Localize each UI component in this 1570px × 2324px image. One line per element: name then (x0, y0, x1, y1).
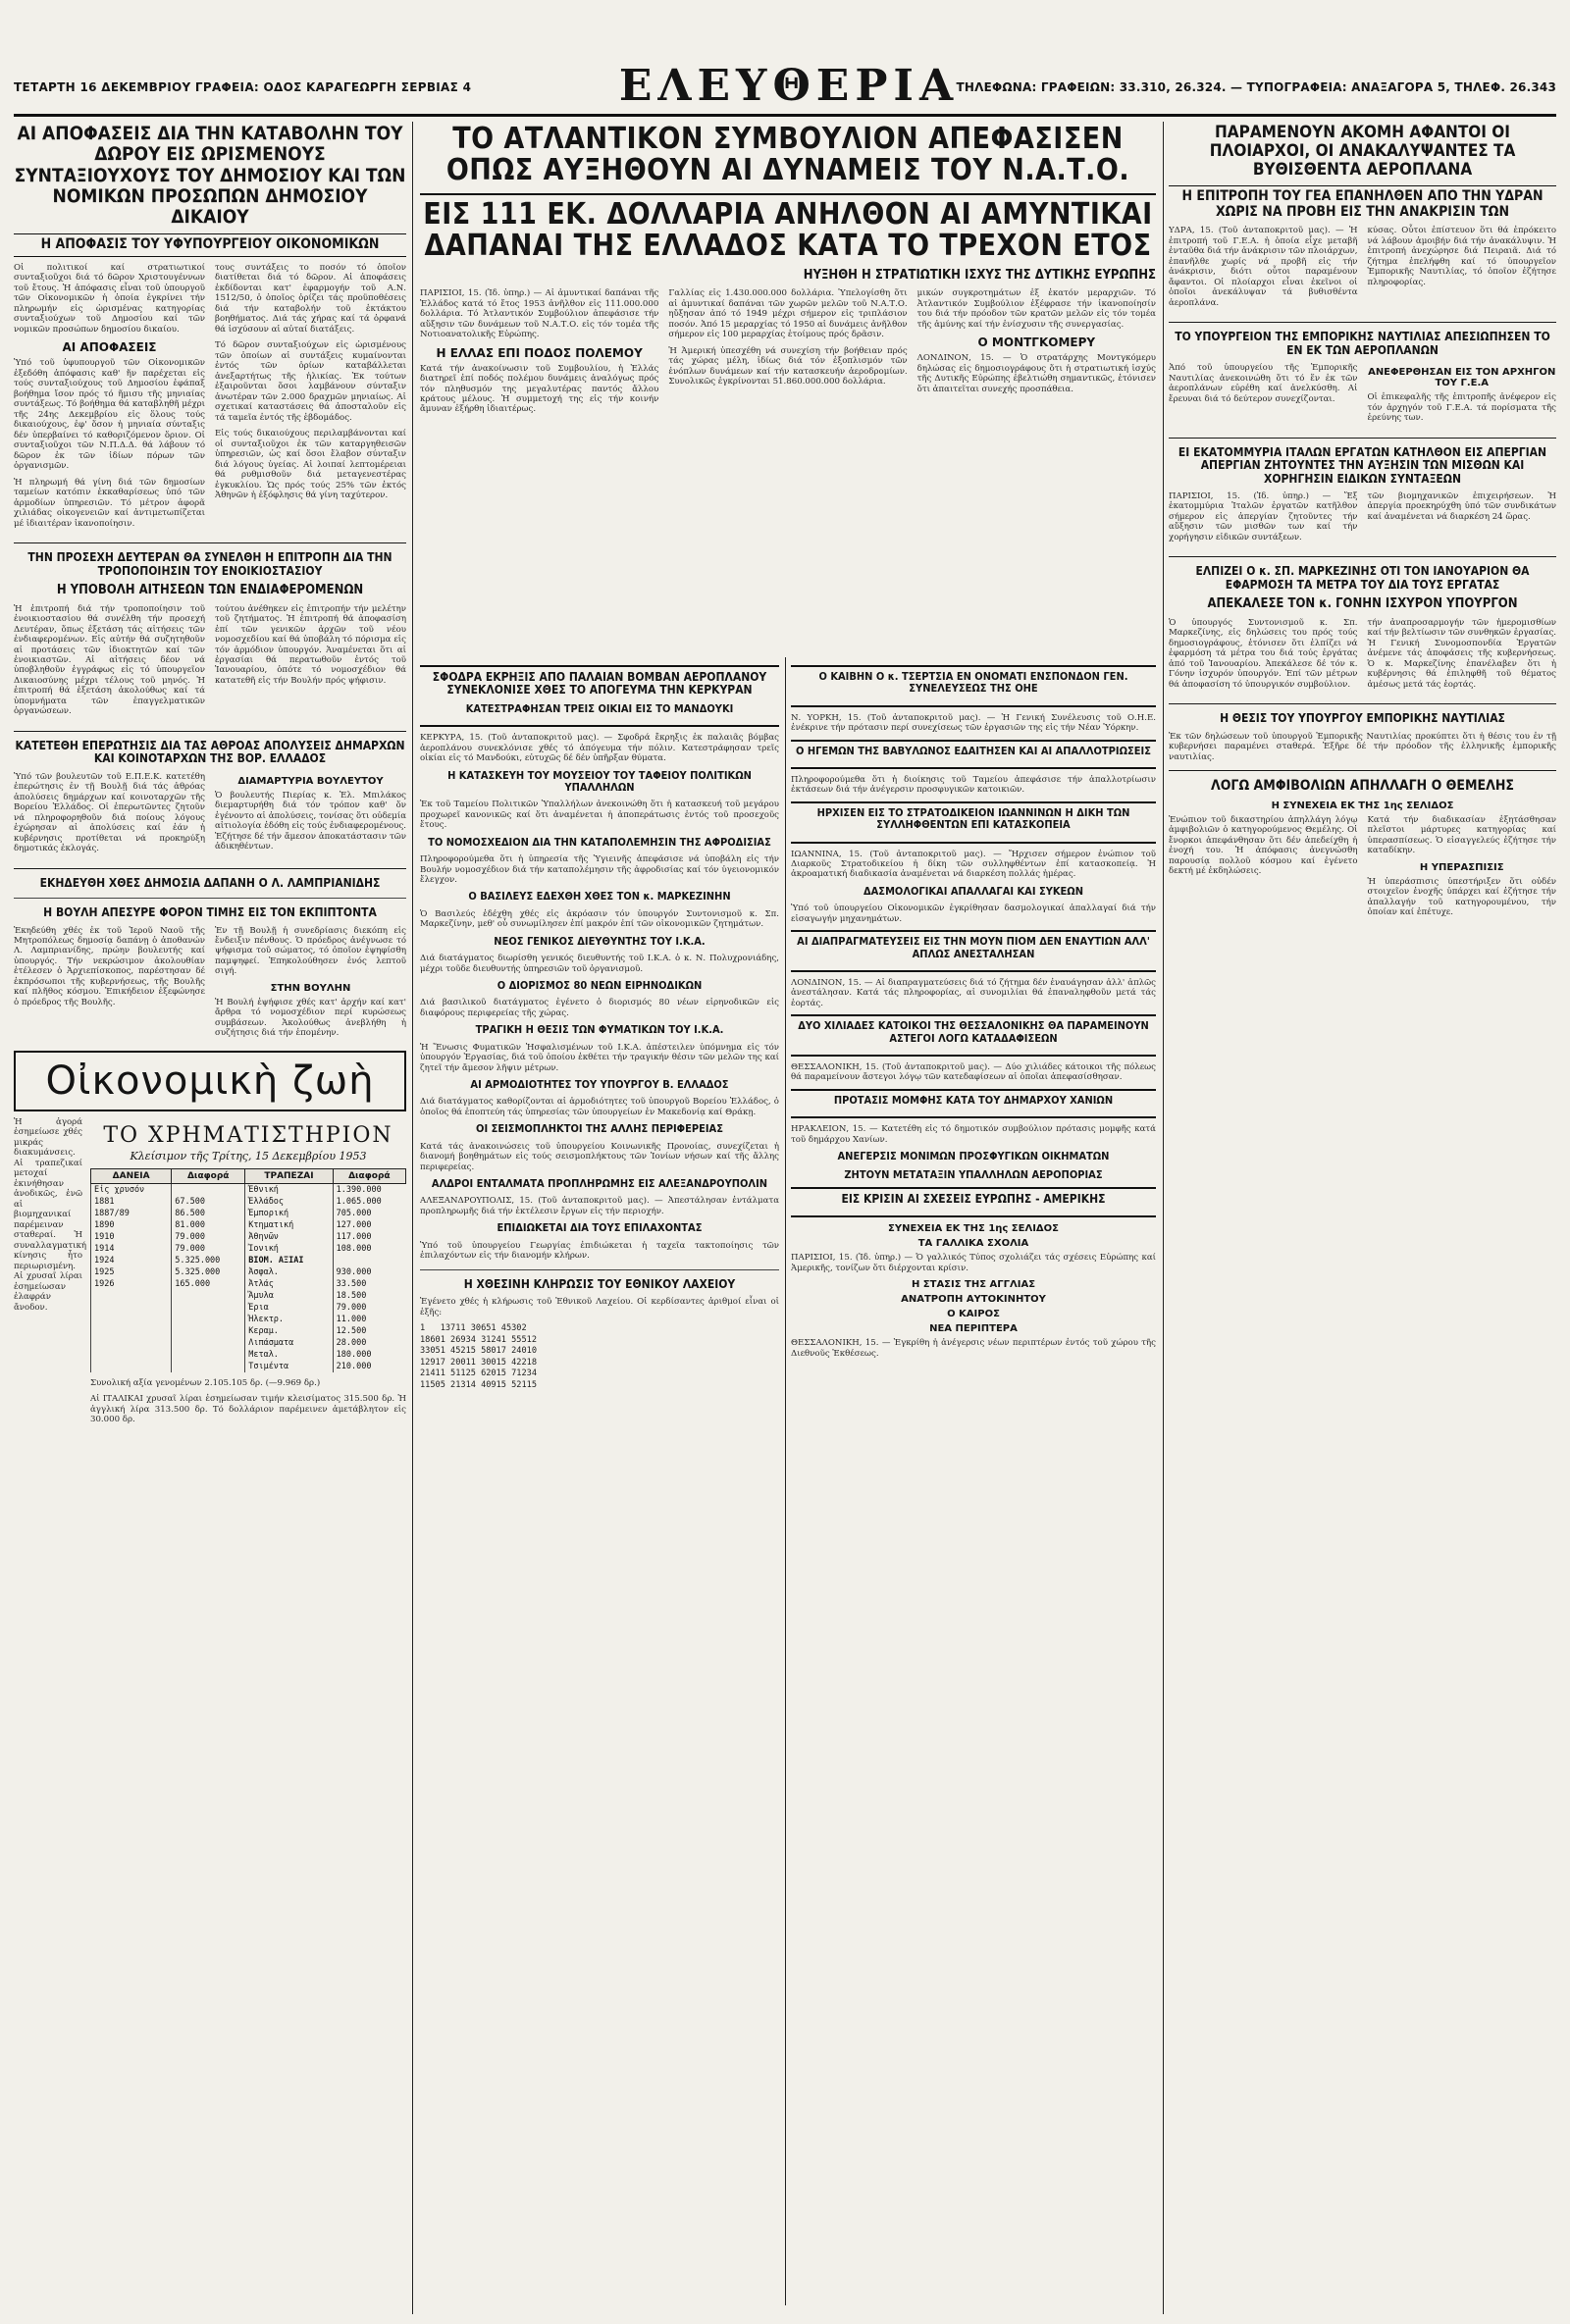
kicker: ΤΑ ΓΑΛΛΙΚΑ ΣΧΟΛΙΑ (917, 1238, 1029, 1250)
tragic-headline: ΤΡΑΓΙΚΗ Η ΘΕΣΙΣ ΤΩΝ ΦΥΜΑΤΙΚΩΝ ΤΟΥ Ι.Κ.Α. (475, 1023, 724, 1037)
article-text: τους συντάξεις το ποσόν τό ὁποῖον διατίθεται διά τό δῶρον. Αἱ ἀποφάσεις ἐκδίδονται κατ' ἐφαρμογήν τοῦ Α.Ν. 1512/50, ὁ ὁποῖος ὁρίζει τάς προϋποθέσεις διά τήν καταβολήν τοῦ ἐκτάκτου βοηθήματος. Διά τάς χήρας καί τά ὀρφανά θά ἰσχύσουν αἱ αὐταί διατάξεις. (215, 263, 406, 335)
article-text: Ὑπό τοῦ ὑπουργείου Οἰκονομικῶν ἐγκρίθησαν δασμολογικαί ἀπαλλαγαί διά τήν εἰσαγωγήν μηχανημάτων. (791, 904, 1156, 924)
article-text: Ν. ΥΟΡΚΗ, 15. (Τοῦ ἀνταποκριτοῦ μας). — Ἡ Γενική Συνέλευσις τοῦ Ο.Η.Ε. ἐνέκρινε τήν πρότασιν περί συνεχίσεως τῶν ἐργασιῶν της εἰς τήν Νέαν Ὑόρκην. (791, 712, 1156, 734)
table-row: 1890 81.000 Κτηματική 127.000 (91, 1219, 406, 1231)
kicker: ΝΕΑ ΠΕΡΙΠΤΕΡΑ (929, 1323, 1018, 1335)
article-text: Ἡ πληρωμή θά γίνη διά τῶν δημοσίων ταμείων κατόπιν ἐκκαθαρίσεως ὑπό τῶν ἁρμοδίων ὑπηρεσιῶν. Τό μέτρον ἀφορᾶ χιλιάδας οἰκογενειῶν καί ἀντιμετωπίζεται μέ ἰδιαιτέραν ἱκανοποίησιν. (14, 477, 205, 529)
irin-headline: Ο ΔΙΟΡΙΣΜΟΣ 80 ΝΕΩΝ ΕΙΡΗΝΟΔΙΚΩΝ (497, 979, 703, 993)
article-text: Ὁ ὑπουργός Συντονισμοῦ κ. Σπ. Μαρκεζίνης, εἰς δηλώσεις του πρός τούς δημοσιογράφους, ἐτόνισεν ὅτι ἐλπίζει νά ἐφαρμόση τά μέτρα του διά τούς ἐργάτας ἀπό τοῦ Ἰανουαρίου. Ἀπεκάλεσε δέ τόν κ. Γόνην ἰσχυρόν ὑπουργόν. Ἐπί τῶν μέτρων θά ἀποφασίση τό ὑπουργικόν συμβούλιον. (1169, 617, 1358, 690)
kicker: ΑΝΕΦΕΡΘΗΣΑΝ ΕΙΣ ΤΟΝ ΑΡΧΗΓΟΝ ΤΟΥ Γ.Ε.Α (1368, 367, 1556, 389)
kicker: ΣΥΝΕΧΕΙΑ ΕΚ ΤΗΣ 1ης ΣΕΛΙΔΟΣ (888, 1223, 1059, 1235)
table-header: Διαφορά (333, 1168, 405, 1183)
article-text: ΙΩΑΝΝΙΝΑ, 15. (Τοῦ ἀνταποκριτοῦ μας). — Ἤρχισεν σήμερον ἐνώπιον τοῦ Διαρκοῦς Στρατοδικείου ἡ δίκη τῶν συλληφθέντων ἐπί κατασκοπείᾳ. Ἡ ἀκροαματική διαδικασία ἀναμένεται νά διαρκέση πολλάς ἡμέρας. (791, 849, 1156, 880)
market-footer: Συνολική αξία γενομένων 2.105.105 δρ. (—9.969 δρ.) (90, 1377, 321, 1388)
kicker: ΣΤΗΝ ΒΟΥΛΗΝ (270, 982, 351, 994)
center-top (420, 124, 1156, 659)
bomb-subhead: ΚΑΤΕΣΤΡΑΦΗΣΑΝ ΤΡΕΙΣ ΟΙΚΙΑΙ ΕΙΣ ΤΟ ΜΑΝΔΟΥΚΙ (465, 701, 734, 715)
center-left-column (420, 659, 779, 2311)
right-headline-4: ΕΛΠΙΖΕΙ Ο κ. ΣΠ. ΜΑΡΚΕΖΙΝΗΣ ΟΤΙ ΤΟΝ ΙΑΝΟΥΑΡΙΟΝ ΘΑ ΕΦΑΡΜΟΣΗ ΤΑ ΜΕΤΡΑ ΤΟΥ ΔΙΑ ΤΟΥΣ ΕΡΓΑΤΑΣ (1195, 564, 1530, 592)
left-column (14, 124, 406, 2311)
article-text: Ἐκ τοῦ Ταμείου Πολιτικῶν Ὑπαλλήλων ἀνεκοινώθη ὅτι ἡ κατασκευή τοῦ μεγάρου προχωρεῖ κανονικῶς καί ὅτι ἀναμένεται ἡ ἀποπεράτωσις ἐντός τοῦ προσεχοῦς ἔτους. (420, 800, 779, 831)
kicker: ΑΝΑΤΡΟΠΗ ΑΥΤΟΚΙΝΗΤΟΥ (901, 1294, 1046, 1306)
column-rule (1163, 122, 1164, 2314)
article-text: Οἱ πολιτικοί καί στρατιωτικοί συνταξιοῦχοι διά τό δῶρον Χριστουγέννων τοῦ ἔτους. Ἡ ἀπόφασις εἶναι τοῦ ὑπουργοῦ τῶν Οἰκονομικῶν ἡ ὁποία ἐγκρίνει τήν πληρωμήν εἰς ὡρισμένας κατηγορίας συνταξιούχων τοῦ Δημοσίου καί τῶν νομικῶν προσώπων δημοσίου δικαίου. (14, 263, 205, 335)
left-headline-3: ΚΑΤΕΤΕΘΗ ΕΠΕΡΩΤΗΣΙΣ ΔΙΑ ΤΑΣ ΑΘΡΟΑΣ ΑΠΟΛΥΣΕΙΣ ΔΗΜΑΡΧΩΝ ΚΑΙ ΚΟΙΝΟΤΑΡΧΩΝ ΤΗΣ ΒΟΡ. ΕΛΛΑΔΟΣ (15, 738, 405, 766)
article-text: Ἐν τῇ Βουλῇ ἡ συνεδρίασις διεκόπη εἰς ἔνδειξιν πένθους. Ὁ πρόεδρος ἀνέγνωσε τό ψήφισμα τοῦ σώματος, τό ὁποῖον ἐψηφίσθη παμψηφεί. Ἐπηκολούθησεν ἐνός λεπτοῦ σιγή. (215, 925, 406, 977)
left-headline-4: ΕΚΗΔΕΥΘΗ ΧΘΕΣ ΔΗΜΟΣΙΑ ΔΑΠΑΝΗ Ο Λ. ΛΑΜΠΡΙΑΝΙΔΗΣ (39, 875, 381, 890)
article-text: Ἡ Βουλή ἐψήφισε χθές κατ' ἀρχήν καί κατ' ἄρθρα τό νομοσχέδιον περί κυρώσεως συμβάσεων. Ἀκολούθως ἀνεβλήθη ἡ συζήτησις διά τήν ἑπομένην. (215, 997, 406, 1039)
article-text: Ἐκηδεύθη χθές ἐκ τοῦ Ἱεροῦ Ναοῦ τῆς Μητροπόλεως δημοσίᾳ δαπάνῃ ὁ ἀποθανών Λ. Λαμπριανίδης, πρώην βουλευτής καί ὑπουργός. Τήν νεκρώσιμον ἀκολουθίαν ἐτέλεσεν ὁ Ἀρχιεπίσκοπος, παρέστησαν δέ ἐκπρόσωποι τῆς κυβερνήσεως, τῆς Βουλῆς καί πλῆθος κόσμου. Ἐπικήδειον ἐξεφώνησε ὁ πρόεδρος τῆς Βουλῆς. (14, 925, 205, 1007)
right-column (1169, 124, 1556, 2311)
article-text: ΚΕΡΚΥΡΑ, 15. (Τοῦ ἀνταποκριτοῦ μας). — Σφοδρά ἔκρηξις ἐκ παλαιᾶς βόμβας ἀεροπλάνου συνεκλόνισε χθές τό ἀπόγευμα τήν πόλιν. Κατεστράφησαν τρεῖς οἰκίαι εἰς τό Μανδούκι, εὐτυχῶς δέ δέν ὑπῆρξαν θύματα. (420, 733, 779, 764)
article-text: Ἡ Ἀμερική ὑπεσχέθη νά συνεχίση τήν βοήθειαν πρός τάς χώρας μέλη, ἰδίως διά τόν ἐξοπλισμόν τῶν ἐνόπλων δυνάμεων καί τήν κατασκευήν ἀεροδρομίων. Συνολικῶς ἐγκρίνονται 51.860.000.000 δολλάρια. (668, 345, 908, 387)
babylon-headline: Ο ΗΓΕΜΩΝ ΤΗΣ ΒΑΒΥΛΩΝΟΣ ΕΔΑΙΤΗΣΕΝ ΚΑΙ ΑΙ ΑΠΑΛΛΟΤΡΙΩΣΕΙΣ (796, 744, 1151, 757)
article-text: ΠΑΡΙΣΙΟΙ, 15. (Ἰδ. ὑπηρ.) — Ὁ γαλλικός Τύπος σχολιάζει τάς σχέσεις Εὐρώπης καί Ἀμερικῆς, τονίζων ὅτι διέρχονται κρίσιν. (791, 1253, 1156, 1273)
article-text: Διά διατάγματος καθορίζονται αἱ ἁρμοδιότητες τοῦ ὑπουργοῦ Βορείου Ἑλλάδος, ὁ ὁποῖος θά ἐποπτεύη τάς ὑπηρεσίας τῶν ὑπουργείων ἐν Μακεδονίᾳ καί Θράκῃ. (420, 1097, 779, 1117)
article-text: Ὑπό τῶν βουλευτῶν τοῦ Ε.Π.Ε.Κ. κατετέθη ἐπερώτησις ἐν τῇ Βουλῇ διά τάς ἀθρόας ἀπολύσεις δημάρχων καί κοινοταρχῶν τῆς Βορείου Ἑλλάδος. Οἱ ἐπερωτῶντες ζητοῦν νά πληροφορηθοῦν διά ποίους λόγους ἐχώρησαν αἱ ἀπολύσεις καί ἐάν ἡ κυβέρνησις προτίθεται νά προκηρύξη δημοτικάς ἐκλογάς. (14, 771, 205, 854)
bomb-headline: ΣΦΟΔΡΑ ΕΚΡΗΞΙΣ ΑΠΟ ΠΑΛΑΙΑΝ ΒΟΜΒΑΝ ΑΕΡΟΠΛΑΝΟΥ ΣΥΝΕΚΛΟΝΙΣΕ ΧΘΕΣ ΤΟ ΑΠΟΓΕΥΜΑ ΤΗΝ ΚΕΡΚΥΡΑΝ (432, 670, 767, 697)
column-rule (412, 122, 413, 2314)
right-headline-3: ΕΙ ΕΚΑΤΟΜΜΥΡΙΑ ΙΤΑΛΩΝ ΕΡΓΑΤΩΝ ΚΑΤΗΛΘΟΝ ΕΙΣ ΑΠΕΡΓΙΑΝ ΑΠΕΡΓΙΑΝ ΖΗΤΟΥΝΤΕΣ ΤΗΝ ΑΥΞΗΣΙΝ ΤΩΝ ΜΙΣΘΩΝ ΚΑΙ ΧΟΡΗΓΗΣΙΝ ΕΙΔΙΚΩΝ ΣΥΝΤΑΞΕΩΝ (1178, 444, 1547, 486)
center-headline-2: ΕΙΣ 111 ΕΚ. ΔΟΛΛΑΡΙΑ ΑΝΗΛΘΟΝ ΑΙ ΑΜΥΝΤΙΚΑΙ ΔΑΠΑΝΑΙ ΤΗΣ ΕΛΛΑΔΟΣ ΚΑΤΑ ΤΟ ΤΡΕΧΟΝ ΕΤΟΣ (423, 196, 1153, 264)
table-row: 1914 79.000 Ἰονική 108.000 (91, 1243, 406, 1255)
article-text: Κατά τήν διαδικασίαν ἐξητάσθησαν πλεῖστοι μάρτυρες κατηγορίας καί ὑπερασπίσεως. Ὁ εἰσαγγελεύς ἐζήτησε τήν καταδίκην. (1367, 814, 1556, 856)
article-text: Ὁ βουλευτής Πιερίας κ. Ἐλ. Μπιλάκος διεμαρτυρήθη διά τόν τρόπον καθ' ὅν ἐγένοντο αἱ ἀπολύσεις, τονίσας ὅτι οὐδεμία αἰτιολογία ἐδόθη εἰς τούς ἐνδιαφερομένους. Ἐζήτησε δέ τήν ἄμεσον ἀποκατάστασιν τῶν ἀδικηθέντων. (215, 790, 406, 852)
kicker: Η ΕΛΛΑΣ ΕΠΙ ΠΟΔΟΣ ΠΟΛΕΜΟΥ (436, 345, 643, 360)
center-subline: ΗΥΞΗΘΗ Η ΣΤΡΑΤΙΩΤΙΚΗ ΙΣΧΥΣ ΤΗΣ ΔΥΤΙΚΗΣ ΕΥΡΩΠΗΣ (803, 267, 1156, 283)
masthead-rule (14, 114, 1556, 117)
economy-title: Οἰκονομικὴ ζωὴ (14, 1051, 406, 1111)
article-text: τήν ἀναπροσαρμογήν τῶν ἡμερομισθίων καί τήν βελτίωσιν τῶν συνθηκῶν ἐργασίας. Ἡ Γενική Συνομοσπονδία Ἐργατῶν ἀνέμενε τάς ἀποφάσεις τῆς κυβερνήσεως. Ὁ κ. Μαρκεζίνης ἐπανέλαβεν ὅτι ἡ κυβέρνησις θά ἐπιληφθῆ τοῦ θέματος ἀμέσως μετά τάς ἑορτάς. (1367, 617, 1556, 690)
table-row: Μεταλ. 180.000 (91, 1349, 406, 1361)
crisis-headline: ΕΙΣ ΚΡΙΣΙΝ ΑΙ ΣΧΕΣΕΙΣ ΕΥΡΩΠΗΣ - ΑΜΕΡΙΚΗΣ (841, 1191, 1106, 1206)
kicker: ΔΙΑΜΑΡΤΥΡΙΑ ΒΟΥΛΕΥΤΟΥ (237, 775, 384, 787)
article-text: Ἡ ἐπιτροπή διά τήν τροποποίησιν τοῦ ἐνοικιοστασίου θά συνέλθη τήν προσεχή Δευτέραν, ὅπως ἐξετάση τάς αἰτήσεις τῶν ἐνδιαφερομένων. Εἰς αὐτήν θά συζητηθοῦν αἱ προτάσεις τῶν ἰδιοκτητῶν καί τῶν ἐνοικιαστῶν. Αἱ αἰτήσεις δέον νά ὑποβληθοῦν ἐγγράφως εἰς τό ὑπουργεῖον Δικαιοσύνης μέχρι τέλους τοῦ μηνός. Ἡ ἐπιτροπή θά ἐξετάση ἀκολούθως καί τά ὑπομνήματα τῶν ἐπαγγελματικῶν ὀργανώσεων. (14, 603, 205, 717)
right-headline-5: Η ΘΕΣΙΣ ΤΟΥ ΥΠΟΥΡΓΟΥ ΕΜΠΟΡΙΚΗΣ ΝΑΥΤΙΛΙΑΣ (1220, 711, 1505, 726)
article-text: Ἐνώπιον τοῦ δικαστηρίου ἀπηλλάγη λόγῳ ἀμφιβολιῶν ὁ κατηγορούμενος Θεμέλης. Οἱ ἔνορκοι ἀπεφάνθησαν ὅτι δέν ἀπεδείχθη ἡ ἐνοχή του. Ἡ ἀπόφασις ἀνεγνώσθη παρουσίᾳ πολλοῦ κόσμου καί ἐγένετο δεκτή μέ ἐκδηλώσεις. (1169, 814, 1358, 877)
mayor-headline: ΠΡΟΤΑΣΙΣ ΜΟΜΦΗΣ ΚΑΤΑ ΤΟΥ ΔΗΜΑΡΧΟΥ ΧΑΝΙΩΝ (833, 1093, 1114, 1107)
table-row: 1926 165.000 Ἀτλάς 33.500 (91, 1278, 406, 1290)
market-subtitle: Κλείσιμον τῆς Τρίτης, 15 Δεκεμβρίου 1953 (130, 1149, 367, 1162)
table-row: 1910 79.000 Ἀθηνῶν 117.000 (91, 1231, 406, 1243)
kicker: Ο ΚΑΙΡΟΣ (947, 1309, 1000, 1320)
article-text: Διά διατάγματος διωρίσθη γενικός διευθυντής τοῦ Ι.Κ.Α. ὁ κ. Ν. Πολυχρονιάδης, μέχρι τοῦδε διευθυντής ὑπηρεσιῶν τοῦ ὀργανισμοῦ. (420, 954, 779, 974)
masthead-right: ΤΗΛΕΦΩΝΑ: ΓΡΑΦΕΙΩΝ: 33.310, 26.324. — ΤΥΠΟΓΡΑΦΕΙΑ: ΑΝΑΞΑΓΟΡΑ 5, ΤΗΛΕΦ. 26.343 (956, 80, 1556, 94)
table-row: Λιπάσματα 28.000 (91, 1337, 406, 1349)
right-subhead-4: ΑΠΕΚΑΛΕΣΕ ΤΟΝ κ. ΓΟΝΗΝ ΙΣΧΥΡΟΝ ΥΠΟΥΡΓΟΝ (1207, 596, 1518, 612)
article-text: Κατά τάς ἀνακοινώσεις τοῦ ὑπουργείου Κοινωνικῆς Προνοίας, συνεχίζεται ἡ διανομή βοηθημάτων εἰς τούς σεισμοπλήκτους τῶν Ἰονίων νήσων καί τῆς ἄλλης περιφερείας. (420, 1141, 779, 1172)
left-subhead: Η ΑΠΟΦΑΣΙΣ ΤΟΥ ΥΦΥΠΟΥΡΓΕΙΟΥ ΟΙΚΟΝΟΜΙΚΩΝ (14, 233, 406, 257)
article-text: Ὑπό τοῦ ὑφυπουργοῦ τῶν Οἰκονομικῶν ἐξεδόθη ἀπόφασις καθ' ἥν παρέχεται εἰς τούς συνταξιούχους τοῦ Δημοσίου ἐφάπαξ βοήθημα ἴσον πρός τό ἥμισυ τῆς μηνιαίας συντάξεως. Τό βοήθημα θά καταβληθῆ μέχρι τῆς 24ης Δεκεμβρίου εἰς ὅλους τούς δικαιούχους, ἐφ' ὅσον ἡ μηνιαία σύνταξις δέν ὑπερβαίνει τό καθοριζόμενον ὅριον. Οἱ συνταξιοῦχοι τῶν Ν.Π.Δ.Δ. θά λάβουν τό δῶρον ἐκ τῶν ἰδίων πόρων τῶν ὀργανισμῶν. (14, 358, 205, 472)
market-table (90, 1168, 406, 1372)
article-text: τῶν βιομηχανικῶν ἐπιχειρήσεων. Ἡ ἀπεργία προεκηρύχθη ὑπό τῶν συνδικάτων καί ἀναμένεται νά διαρκέση 24 ὥρας. (1367, 491, 1556, 522)
market-title: ΤΟ ΧΡΗΜΑΤΙΣΤΗΡΙΟΝ (103, 1122, 393, 1148)
table-header: ΔΑΝΕΙΑ (91, 1168, 172, 1183)
table-row: 1881 67.500 Ἑλλάδος 1.065.000 (91, 1196, 406, 1208)
article-text: Ἐκ τῶν δηλώσεων τοῦ ὑπουργοῦ Ἐμπορικῆς Ναυτιλίας προκύπτει ὅτι ἡ θέσις του ἐν τῇ κυβερνήσει παραμένει σταθερά. Ἐξῆρε δέ τήν πρόοδον τῆς ἑλληνικῆς ἐμπορικῆς ναυτιλίας. (1169, 731, 1556, 762)
right-headline: ΠΑΡΑΜΕΝΟΥΝ ΑΚΟΜΗ ΑΦΑΝΤΟΙ ΟΙ ΠΛΟΙΑΡΧΟΙ, ΟΙ ΑΝΑΚΑΛΥΨΑΝΤΕΣ ΤΑ ΒΥΘΙΣΘΕΝΤΑ ΑΕΡΟΠΛΑΝΑ (1209, 124, 1516, 181)
table-row: Εἰς χρυσόν Ἐθνική 1.390.000 (91, 1183, 406, 1196)
article-text: Κατά τήν ἀνακοίνωσιν τοῦ Συμβουλίου, ἡ Ἑλλάς διατηρεῖ ἐπί ποδός πολέμου δυνάμεις ἀναλόγως πρός τόν πληθυσμόν της μεγαλυτέρας παντός ἄλλου κράτους μέλους. Ἡ συμμετοχή της εἰς τήν κοινήν ἄμυναν ἐξήρθη ἰδιαιτέρως. (420, 363, 659, 415)
column-rule (785, 657, 786, 2305)
article-text: Οἱ ἐπικεφαλῆς τῆς ἐπιτροπῆς ἀνέφερον εἰς τόν ἀρχηγόν τοῦ Γ.Ε.Α. τά πορίσματα τῆς ἐρεύνης των. (1367, 392, 1556, 424)
article-text: ΛΟΝΔΙΝΟΝ, 15. — Αἱ διαπραγματεύσεις διά τό ζήτημα δέν ἐναυάγησαν ἀλλ' ἁπλῶς ἀνεστάλησαν. Κατά τάς πληροφορίας, αἱ συνομιλίαι θά ἐπαναληφθοῦν μετά τάς ἑορτάς. (791, 977, 1156, 1008)
left-subhead-2: Η ΥΠΟΒΟΛΗ ΑΙΤΗΣΕΩΝ ΤΩΝ ΕΝΔΙΑΦΕΡΟΜΕΝΩΝ (56, 583, 364, 598)
table-row: 1887/89 86.500 Ἐμπορική 705.000 (91, 1208, 406, 1219)
masthead-left: ΤΕΤΑΡΤΗ 16 ΔΕΚΕΜΒΡΙΟΥ ΓΡΑΦΕΙΑ: ΟΔΟΣ ΚΑΡΑΓΕΩΡΓΗ ΣΕΡΒΙΑΣ 4 (14, 80, 472, 94)
article-text: Εἰς τούς δικαιούχους περιλαμβάνονται καί οἱ συνταξιοῦχοι ἐκ τῶν καταργηθεισῶν ὑπηρεσιῶν, ὡς καί ὅσοι ἔλαβον σύνταξιν διά λόγους ὑγείας. Αἱ λοιπαί λεπτομέρειαι θά ρυθμισθοῦν διά μεταγενεστέρας ἐγκυκλίου. Ὡς πρός τούς 25% τῶν ἐκτός Ἀθηνῶν ἡ ἐξόφλησις θά γίνη ταχύτερον. (215, 429, 406, 501)
left-headline-2: ΤΗΝ ΠΡΟΣΕΧΗ ΔΕΥΤΕΡΑΝ ΘΑ ΣΥΝΕΛΘΗ Η ΕΠΙΤΡΟΠΗ ΔΙΑ ΤΗΝ ΤΡΟΠΟΠΟΙΗΣΙΝ ΤΟΥ ΕΝΟΙΚΙΟΣΤΑΣΙΟΥ (27, 550, 392, 578)
aldro-headline: ΑΛΔΡΟΙ ΕΝΤΑΛΜΑΤΑ ΠΡΟΠΛΗΡΩΜΗΣ ΕΙΣ ΑΛΕΞΑΝΔΡΟΥΠΟΛΙΝ (431, 1177, 768, 1191)
table-row: Ἠλεκτρ. 11.000 (91, 1314, 406, 1325)
london-headline: ΑΙ ΔΙΑΠΡΑΓΜΑΤΕΥΣΕΙΣ ΕΙΣ ΤΗΝ ΜΟΥΝ ΠΙΟΜ ΔΕΝ ΕΝΑΥΤΙΩΝ ΑΛΛ' ΑΠΛΩΣ ΑΝΕΣΤΑΛΗΣΑΝ (797, 935, 1150, 960)
article-text: Ὑπό τοῦ ὑπουργείου Γεωργίας ἐπιδιώκεται ἡ ταχεῖα τακτοποίησις τῶν ἐπιλαχόντων εἰς τήν διανομήν κλήρων. (420, 1240, 779, 1262)
article-text: ΠΑΡΙΣΙΟΙ, 15. (Ἰδ. ὑπηρ.) — Ἕξ ἑκατομμύρια Ἰταλῶν ἐργατῶν κατῆλθον σήμερον εἰς ἀπεργίαν ζητοῦντες τήν αὔξησιν τῶν μισθῶν των καί τήν χορήγησιν εἰδικῶν συντάξεων. (1169, 491, 1358, 542)
left-headline-5: Η ΒΟΥΛΗ ΑΠΕΣΥΡΕ ΦΟΡΟΝ ΤΙΜΗΣ ΕΙΣ ΤΟΝ ΕΚΠΙΠΤΟΝΤΑ (43, 905, 377, 920)
article-text: Γαλλίας εἰς 1.430.000.000 δολλάρια. Ὑπελογίσθη ὅτι αἱ ἀμυντικαί δαπάναι τῶν χωρῶν μελῶν τοῦ Ν.Α.Τ.Ο. ηὔξησαν ἀπό τό 1949 μέχρι σήμερον εἰς τριπλάσιον ποσόν. Ἀπό 15 μεραρχίας τό 1950 αἱ δυνάμεις ἀνῆλθον σήμερον εἰς 100 μεραρχίας ἑτοίμους πρός δρᾶσιν. (668, 288, 908, 340)
right-subhead: Η ΕΠΙΤΡΟΠΗ ΤΟΥ ΓΕΑ ΕΠΑΝΗΛΘΕΝ ΑΠΟ ΤΗΝ ΥΔΡΑΝ ΧΩΡΙΣ ΝΑ ΠΡΟΒΗ ΕΙΣ ΤΗΝ ΑΝΑΚΡΙΣΙΝ ΤΩΝ (1169, 185, 1556, 220)
kicker: ΑΙ ΑΠΟΦΑΣΕΙΣ (62, 340, 157, 355)
table-row: 1925 5.325.000 Ἀσφαλ. 930.000 (91, 1266, 406, 1278)
article-text: Αἱ ΙΤΑΛΙΚΑΙ χρυσαῖ λίραι ἐσημείωσαν τιμήν κλεισίματος 315.500 δρ. Ἡ ἀγγλική λίρα 313.500 δρ. Τό δολλάριον παρέμεινεν ἀμετάβλητον εἰς 30.000 δρ. (90, 1394, 406, 1425)
article-text: Ἡ ἀγορά ἐσημείωσε χθές μικράς διακυμάνσεις. Αἱ τραπεζικαί μετοχαί ἐκινήθησαν ἀνοδικῶς, ἐνῶ αἱ βιομηχανικαί παρέμειναν σταθεραί. Ἡ συναλλαγματική κίνησις ἦτο περιωρισμένη. Αἱ χρυσαῖ λίραι ἐσημείωσαν ἐλαφράν ἄνοδον. (14, 1116, 86, 1313)
king-headline: Ο ΒΑΣΙΛΕΥΣ ΕΔΕΧΘΗ ΧΘΕΣ ΤΟΝ κ. ΜΑΡΚΕΖΙΝΗΝ (468, 890, 731, 904)
kicker: Η ΥΠΕΡΑΣΠΙΣΙΣ (1419, 861, 1504, 873)
center-right-column (791, 659, 1156, 2311)
kicker: Η ΣΤΑΣΙΣ ΤΗΣ ΑΓΓΛΙΑΣ (911, 1279, 1036, 1291)
masthead (14, 61, 1556, 112)
demo-headline: ΔΑΣΜΟΛΟΓΙΚΑΙ ΑΠΑΛΛΑΓΑΙ ΚΑΙ ΣΥΚΕΩΝ (863, 884, 1084, 898)
article-text: Ἐγένετο χθές ἡ κλήρωσις τοῦ Ἐθνικοῦ Λαχείου. Οἱ κερδίσαντες ἀριθμοί εἶναι οἱ ἑξῆς: (420, 1297, 779, 1317)
article-text: Πληροφορούμεθα ὅτι ἡ διοίκησις τοῦ Ταμείου ἀπεφάσισε τήν ἀπαλλοτρίωσιν ἐκτάσεων διά τήν ἀνέγερσιν προσφυγικῶν κατοικιῶν. (791, 774, 1156, 796)
newspaper-title: ΕΛΕΥΘΕΡΙΑ (618, 61, 960, 111)
article-text: ΠΑΡΙΣΙΟΙ, 15. (Ἰδ. ὑπηρ.) — Αἱ ἀμυντικαί δαπάναι τῆς Ἑλλάδος κατά τό ἔτος 1953 ἀνῆλθον εἰς 111.000.000 δολλάρια. Τό Ἀτλαντικόν Συμβούλιον ἀπεφάσισε τήν αὔξησιν τῶν δυνάμεων τοῦ Ν.Α.Τ.Ο. εἰς τόν τομέα τῆς Νοτιοανατολικῆς Εὐρώπης. (420, 288, 659, 340)
museum-headline: Η ΚΑΤΑΣΚΕΥΗ ΤΟΥ ΜΟΥΣΕΙΟΥ ΤΟΥ ΤΑΦΕΙΟΥ ΠΟΛΙΤΙΚΩΝ ΥΠΑΛΛΗΛΩΝ (447, 768, 752, 794)
article-text: τούτου ἀνέθηκεν εἰς ἐπιτροπήν τήν μελέτην τοῦ ζητήματος. Ἡ ἐπιτροπή θά ἀποφασίση ἐπί τῶν γενικῶν ἀρχῶν τοῦ νέου νομοσχεδίου καί θά ὑποβάλη τό πόρισμα εἰς τόν ἁρμόδιον ὑπουργόν. Ἀναμένεται ὅτι αἱ ἐργασίαι θά περατωθοῦν ἐντός τοῦ Ἰανουαρίου, ὁπότε τό νομοσχέδιον θά κατατεθῆ εἰς τήν Βουλήν πρός ψήφισιν. (215, 603, 406, 686)
article-text: μικών συγκροτημάτων ἐξ ἐκατόν μεραρχιῶν. Τό Ἀτλαντικόν Συμβούλιον ἐξέφρασε τήν ἱκανοποίησίν του διά τήν πρόοδον τῶν κρατῶν μελῶν εἰς τόν τομέα τῆς ἀμύνης καί τήν ἐνίσχυσιν τῆς συνεργασίας. (916, 288, 1156, 330)
article-text: Ἡ ὑπεράσπισις ὑπεστήριξεν ὅτι οὐδέν στοιχεῖον ἐνοχῆς ὑπάρχει καί ἐζήτησε τήν ἀπαλλαγήν τοῦ κατηγορουμένου, τήν ὁποίαν καί ἐπέτυχε. (1367, 876, 1556, 918)
table-header: Διαφορά (172, 1168, 245, 1183)
right-headline-2: ΤΟ ΥΠΟΥΡΓΕΙΟΝ ΤΗΣ ΕΜΠΟΡΙΚΗΣ ΝΑΥΤΙΛΙΑΣ ΑΠΕΣΙΩΠΗΣΕΝ ΤΟ ΕΝ ΕΚ ΤΩΝ ΑΕΡΟΠΛΑΝΩΝ (1175, 330, 1550, 357)
seism-headline: ΟΙ ΣΕΙΣΜΟΠΛΗΚΤΟΙ ΤΗΣ ΑΛΛΗΣ ΠΕΡΙΦΕΡΕΙΑΣ (476, 1122, 723, 1136)
article-text: Ἀπό τοῦ ὑπουργείου τῆς Ἐμπορικῆς Ναυτιλίας ἀνεκοινώθη ὅτι τό ἕν ἐκ τῶν ἀεροπλάνων εὑρέθη καί ἀνελκύσθη. Αἱ ἔρευναι διά τό δεύτερον συνεχίζονται. (1169, 363, 1358, 404)
article-text: Διά βασιλικοῦ διατάγματος ἐγένετο ὁ διορισμός 80 νέων εἰρηνοδικῶν εἰς διαφόρους περιφερείας τῆς χώρας. (420, 998, 779, 1018)
right-headline-6: ΛΟΓΩ ΑΜΦΙΒΟΛΙΩΝ ΑΠΗΛΛΑΓΗ Ο ΘΕΜΕΛΗΣ (1210, 778, 1515, 795)
table-row: Κεραμ. 12.500 (91, 1325, 406, 1337)
table-row: Ἐρια 79.000 (91, 1302, 406, 1314)
table-row: 1924 5.325.000 ΒΙΟΜ. ΑΞΙΑΙ (91, 1255, 406, 1266)
houses-headline: ΑΝΕΓΕΡΣΙΣ ΜΟΝΙΜΩΝ ΠΡΟΣΦΥΓΙΚΩΝ ΟΙΚΗΜΑΤΩΝ (837, 1150, 1110, 1163)
article-text: Πληροφορούμεθα ὅτι ἡ ὑπηρεσία τῆς Ὑγιεινῆς ἀπεφάσισε νά ὑποβάλη εἰς τήν Βουλήν νομοσχέδιον διά τήν καταπολέμησιν τῆς ἀφροδισίας καί τόν ὑγειονομικόν ἔλεγχον. (420, 854, 779, 885)
article-text: ΘΕΣΣΑΛΟΝΙΚΗ, 15. — Ἐγκρίθη ἡ ἀνέγερσις νέων περιπτέρων ἐντός τοῦ χώρου τῆς Διεθνοῦς Ἐκθέσεως. (791, 1338, 1156, 1359)
article-text: Ὁ Βασιλεύς ἐδέχθη χθές εἰς ἀκρόασιν τόν ὑπουργόν Συντονισμοῦ κ. Σπ. Μαρκεζίνην, μεθ' οὗ συνωμίλησεν ἐπί μακρόν ἐπί τῶν οἰκονομικῶν ζητημάτων. (420, 908, 779, 930)
kicker: Ο ΜΟΝΤΓΚΟΜΕΡΥ (977, 336, 1096, 350)
ika-headline: ΝΕΟΣ ΓΕΝΙΚΟΣ ΔΙΕΥΘΥΝΤΗΣ ΤΟΥ Ι.Κ.Α. (494, 934, 706, 948)
lottery-numbers: 1 13711 30651 45302 18601 26934 31241 55512 33051 45215 58017 24010 12917 20011 30015 42218 21411 51125 62015 71234 11505 21314 40915 52115 (420, 1323, 537, 1391)
armod-headline: ΑΙ ΑΡΜΟΔΙΟΤΗΤΕΣ ΤΟΥ ΥΠΟΥΡΓΟΥ Β. ΕΛΛΑΔΟΣ (470, 1078, 729, 1092)
article-text: ΛΟΝΔΙΝΟΝ, 15. — Ὁ στρατάρχης Μοντγκόμερυ δηλώσας εἰς δημοσιογράφους ὅτι ἡ στρατιωτική ἰσχύς τῆς Δυτικῆς Εὐρώπης ἐβελτιώθη σημαντικῶς, ἐτόνισεν ὅτι ἀπαιτεῖται συνεχής προσπάθεια. (916, 353, 1156, 394)
article-text: Ἡ Ἕνωσις Φυματικῶν Ἠσφαλισμένων τοῦ Ι.Κ.Α. ἀπέστειλεν ὑπόμνημα εἰς τόν ὑπουργόν Ἐργασίας, διά τοῦ ὁποίου ἐκθέτει τήν τραγικήν θέσιν τῶν μελῶν της καί ζητεῖ τήν ἄμεσον λῆψιν μέτρων. (420, 1042, 779, 1073)
article-text: ΘΕΣΣΑΛΟΝΙΚΗ, 15. (Τοῦ ἀνταποκριτοῦ μας). — Δύο χιλιάδες κάτοικοι τῆς πόλεως θά παραμείνουν ἄστεγοι λόγῳ τῶν κατεδαφίσεων αἱ ὁποῖαι ἀπεφασίσθησαν. (791, 1061, 1156, 1083)
article-text: ΗΡΑΚΛΕΙΟΝ, 15. — Κατετέθη εἰς τό δημοτικόν συμβούλιον πρότασις μομφῆς κατά τοῦ δημάρχου Χανίων. (791, 1124, 1156, 1145)
article-text: Τό δῶρον συνταξιούχων εἰς ὡρισμένους τῶν ὁποίων αἱ συντάξεις κυμαίνονται ἐντός τῶν ὁρίων καταβάλλεται ἀνεξαρτήτως τῆς ἡλικίας. Ἐκ τούτων ἐξαιροῦνται ὅσοι λαμβάνουν σύνταξιν ἀνωτέραν τῶν 2.000 δραχμῶν μηνιαίως. Αἱ σχετικαί καταστάσεις θά ἀποσταλοῦν εἰς τά ταμεῖα ἐντός τῆς ἑβδομάδος. (215, 340, 406, 423)
lottery-headline: Η ΧΘΕΣΙΝΗ ΚΛΗΡΩΣΙΣ ΤΟΥ ΕΘΝΙΚΟΥ ΛΑΧΕΙΟΥ (463, 1276, 736, 1291)
article-text: ΑΛΕΞΑΝΔΡΟΥΠΟΛΙΣ, 15. (Τοῦ ἀνταποκριτοῦ μας). — Ἀπεστάλησαν ἐντάλματα προπληρωμῆς διά τήν ἐκτέλεσιν ἔργων εἰς τήν περιοχήν. (420, 1196, 779, 1216)
center-headline-1: ΤΟ ΑΤΛΑΝΤΙΚΟΝ ΣΥΜΒΟΥΛΙΟΝ ΑΠΕΦΑΣΙΣΕΝ ΟΠΩΣ ΑΥΞΗΘΟΥΝ ΑΙ ΔΥΝΑΜΕΙΣ ΤΟΥ Ν.Α.Τ.Ο. (445, 124, 1130, 188)
kicker: Η ΣΥΝΕΧΕΙΑ ΕΚ ΤΗΣ 1ης ΣΕΛΙΔΟΣ (1271, 800, 1454, 811)
trial-headline: ΗΡΧΙΣΕΝ ΕΙΣ ΤΟ ΣΤΡΑΤΟΔΙΚΕΙΟΝ ΙΩΑΝΝΙΝΩΝ Η ΔΙΚΗ ΤΩΝ ΣΥΛΛΗΦΘΕΝΤΩΝ ΕΠΙ ΚΑΤΑΣΚΟΠΕΙΑ (816, 805, 1130, 832)
zitoun-headline: ΖΗΤΟΥΝ ΜΕΤΑΤΑΞΙΝ ΥΠΑΛΛΗΛΩΝ ΑΕΡΟΠΟΡΙΑΣ (844, 1167, 1103, 1181)
deputy-headline: Ο ΚΑΙΒΗΝ Ο κ. ΤΣΕΡΤΣΙΑ ΕΝ ΟΝΟΜΑΤΙ ΕΝΣΠΟΝΔΟΝ ΓΕΝ. ΣΥΝΕΛΕΥΣΕΩΣ ΤΗΣ ΟΗΕ (818, 670, 1128, 696)
villages-headline: ΔΥΟ ΧΙΛΙΑΔΕΣ ΚΑΤΟΙΚΟΙ ΤΗΣ ΘΕΣΣΑΛΟΝΙΚΗΣ ΘΑ ΠΑΡΑΜΕΙΝΟΥΝ ΑΣΤΕΓΟΙ ΛΟΓΩ ΚΑΤΑΔΑΦΙΣΕΩΝ (798, 1019, 1149, 1045)
table-row: Ἄμυλα 18.500 (91, 1290, 406, 1302)
epidiox-headline: ΕΠΙΔΙΩΚΕΤΑΙ ΔΙΑ ΤΟΥΣ ΕΠΙΛΑΧΟΝΤΑΣ (497, 1221, 703, 1235)
article-text: κύσας. Οὗτοι ἐπίστευον ὅτι θά ἐπρόκειτο νά λάβουν ἀμοιβήν διά τήν ἀνακάλυψιν. Ἡ ἐπιτροπή ἀνεχώρησε διά Πειραιᾶ. Διά τό ζήτημα ἐπελήφθη καί τό ὑπουργεῖον Ἐμπορικῆς Ναυτιλίας, τό ὁποῖον ἐζήτησε πληροφορίας. (1367, 226, 1556, 287)
heat-headline: ΤΟ ΝΟΜΟΣΧΕΔΙΟΝ ΔΙΑ ΤΗΝ ΚΑΤΑΠΟΛΕΜΗΣΙΝ ΤΗΣ ΑΦΡΟΔΙΣΙΑΣ (428, 835, 771, 849)
table-row: Τσιμέντα 210.000 (91, 1361, 406, 1372)
left-headline: ΑΙ ΑΠΟΦΑΣΕΙΣ ΔΙΑ ΤΗΝ ΚΑΤΑΒΟΛΗΝ ΤΟΥ ΔΩΡΟΥ ΕΙΣ ΩΡΙΣΜΕΝΟΥΣ ΣΥΝΤΑΞΙΟΥΧΟΥΣ ΤΟΥ ΔΗΜΟΣΙΟΥ ΚΑΙ ΤΩΝ ΝΟΜΙΚΩΝ ΠΡΟΣΩΠΩΝ ΔΗΜΟΣΙΟΥ ΔΙΚΑΙΟΥ (14, 124, 406, 229)
table-header: ΤΡΑΠΕΖΑΙ (245, 1168, 333, 1183)
article-text: ΥΔΡΑ, 15. (Τοῦ ἀνταποκριτοῦ μας). — Ἡ ἐπιτροπή τοῦ Γ.Ε.Α. ἡ ὁποία εἶχε μεταβῆ ἐνταῦθα διά τήν ἀνάκρισιν τῶν πλοιάρχων, ἐπανῆλθε χωρίς νά προβῆ εἰς τήν ἀνάκρισιν, διότι οὗτοι παραμένουν ἄφαντοι. Οἱ πλοίαρχοι εἶναι ἐκεῖνοι οἱ ὁποῖοι ἀνεκάλυψαν τά βυθισθέντα ἀεροπλάνα. (1169, 226, 1358, 308)
